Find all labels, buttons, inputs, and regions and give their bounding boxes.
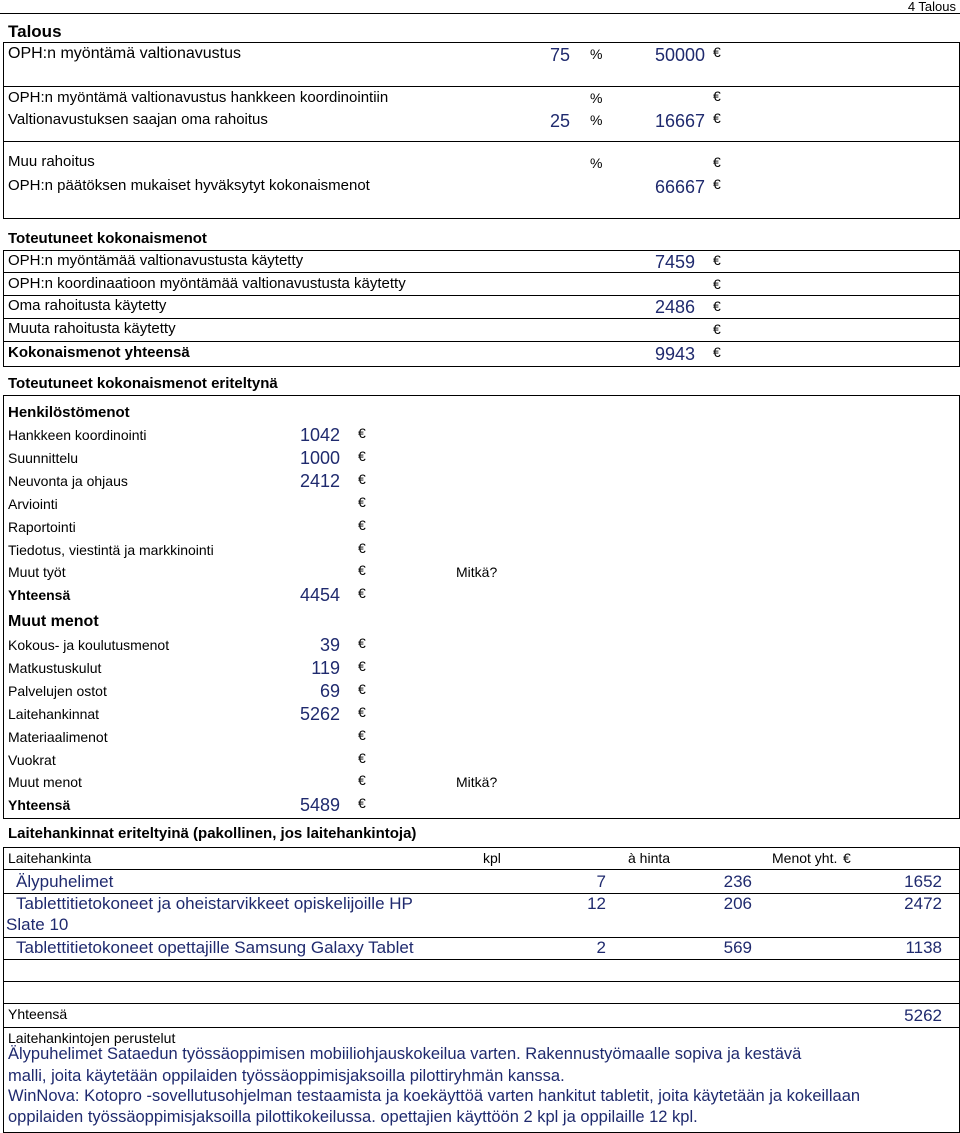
other-row-label: Yhteensä	[8, 797, 71, 814]
funding-amount-1: 50000	[654, 45, 705, 65]
realized-amount-5: 9943	[654, 344, 695, 364]
euro-sign-realized-5: €	[713, 344, 721, 360]
funding-label-5: OPH:n päätöksen mukaiset hyväksytyt kokonaismenot	[8, 177, 370, 194]
realized-title: Toteutuneet kokonaismenot	[8, 230, 207, 247]
euro-sign: €	[358, 657, 366, 674]
euro-sign-funding-3: €	[713, 110, 721, 126]
percent-sign-3: %	[590, 112, 603, 128]
personnel-row-label: Arviointi	[8, 495, 58, 512]
other-row-note: Mitkä?	[456, 774, 498, 791]
rationale-line-1: Älypuhelimet Sataedun työssäoppimisen mobiiliohjauskokeilua varten. Rakennustyömaalle sopiva ja kestävä	[8, 1045, 802, 1063]
other-row-amount: 119	[311, 657, 340, 678]
euro-sign: €	[358, 447, 366, 464]
funding-amount-5: 66667	[654, 177, 705, 197]
itemized-box	[3, 395, 960, 819]
euro-sign-realized-2: €	[713, 276, 721, 292]
equipment-title: Laitehankinnat eriteltyinä (pakollinen, jos laitehankintoja)	[8, 825, 417, 842]
personnel-row-label: Yhteensä	[8, 587, 71, 604]
equipment-item-2-line2: Slate 10	[6, 915, 69, 934]
other-row-label: Matkustuskulut	[8, 659, 102, 676]
euro-sign: €	[358, 749, 366, 766]
personnel-row-label: Suunnittelu	[8, 449, 79, 466]
euro-sign: €	[358, 703, 366, 720]
realized-divider-3	[3, 318, 960, 319]
personnel-row-amount: 4454	[299, 585, 340, 606]
euro-sign: €	[358, 562, 366, 579]
page-label: 4 Talous	[907, 0, 956, 14]
euro-sign: €	[358, 516, 366, 533]
other-row-amount: 39	[319, 635, 340, 655]
euro-sign: €	[358, 470, 366, 487]
equipment-header-total: Menot yht.	[772, 850, 838, 866]
realized-divider-2	[3, 295, 960, 296]
percent-sign-4: %	[590, 155, 603, 171]
equipment-qty-1: 7	[596, 872, 606, 891]
realized-amount-3: 2486	[654, 297, 695, 317]
other-row-label: Vuokrat	[8, 751, 56, 768]
equipment-price-3: 569	[723, 938, 752, 957]
realized-label-5: Kokonaismenot yhteensä	[8, 344, 190, 361]
euro-sign-realized-1: €	[713, 252, 721, 268]
euro-sign: €	[358, 772, 366, 789]
equipment-divider-6	[3, 1027, 960, 1028]
funding-percent-1: 75	[549, 45, 570, 65]
personnel-row-amount: 1000	[299, 447, 340, 468]
personnel-row-label: Muut työt	[8, 564, 66, 581]
personnel-row-amount: 2412	[299, 470, 340, 491]
funding-label-3: Valtionavustuksen saajan oma rahoitus	[8, 111, 268, 128]
personnel-row-amount: 1042	[299, 425, 340, 445]
other-row-label: Muut menot	[8, 774, 82, 791]
euro-sign: €	[358, 493, 366, 510]
equipment-price-1: 236	[723, 872, 752, 891]
other-row-label: Palvelujen ostot	[8, 682, 107, 699]
other-row-label: Kokous- ja koulutusmenot	[8, 637, 170, 653]
personnel-row-label: Hankkeen koordinointi	[8, 427, 147, 443]
euro-sign: €	[358, 539, 366, 556]
funding-label-2: OPH:n myöntämä valtionavustus hankkeen koordinointiin	[8, 89, 389, 106]
euro-sign: €	[358, 795, 366, 812]
equipment-total-label: Yhteensä	[8, 1006, 68, 1022]
header-rule	[0, 13, 960, 14]
personnel-row-label: Raportointi	[8, 518, 76, 535]
euro-sign: €	[358, 680, 366, 697]
personnel-row-note: Mitkä?	[456, 564, 498, 581]
euro-sign-funding-5: €	[713, 176, 721, 192]
euro-sign: €	[358, 425, 366, 441]
percent-sign-2: %	[590, 90, 603, 106]
realized-divider-4	[3, 341, 960, 342]
equipment-header-item: Laitehankinta	[8, 850, 92, 866]
euro-sign-funding-4: €	[713, 154, 721, 170]
equipment-divider-4	[3, 981, 960, 982]
euro-sign-funding-2: €	[713, 88, 721, 104]
personnel-row-label: Neuvonta ja ohjaus	[8, 472, 128, 489]
rationale-line-2: malli, joita käytetään oppilaiden työssäoppimisjaksoilla pilottiryhmän kanssa.	[8, 1067, 565, 1085]
realized-amount-1: 7459	[654, 252, 695, 272]
equipment-item-2-line1: Tablettitietokoneet ja oheistarvikkeet opiskelijoille HP	[16, 894, 413, 913]
realized-label-3: Oma rahoitusta käytetty	[8, 297, 167, 314]
funding-label-1: OPH:n myöntämä valtionavustus	[8, 45, 241, 62]
euro-sign: €	[358, 726, 366, 743]
euro-sign: €	[358, 585, 366, 602]
realized-label-4: Muuta rahoitusta käytetty	[8, 320, 176, 337]
rationale-line-4: oppilaiden työssäoppimisjaksoilla pilottikokeilussa. opettajien käyttöön 2 kpl ja oppilaille 12 kpl.	[8, 1108, 698, 1126]
equipment-divider-3	[3, 959, 960, 960]
euro-sign: €	[358, 635, 366, 651]
equipment-total-3: 1138	[905, 938, 942, 957]
equipment-divider-header	[3, 869, 960, 870]
euro-sign-funding-1: €	[713, 44, 721, 60]
equipment-qty-2: 12	[587, 894, 606, 913]
percent-sign-1: %	[590, 46, 603, 62]
realized-label-1: OPH:n myöntämää valtionavustusta käytetty	[8, 252, 304, 269]
equipment-qty-3: 2	[596, 938, 606, 957]
other-row-amount: 5262	[299, 703, 340, 724]
other-row-amount: 5489	[299, 795, 340, 816]
other-row-label: Materiaalimenot	[8, 728, 108, 745]
funding-divider-1	[3, 86, 960, 87]
rationale-label: Laitehankintojen perustelut	[8, 1030, 176, 1046]
itemized-title: Toteutuneet kokonaismenot eriteltynä	[8, 375, 278, 392]
equipment-total-value: 5262	[904, 1006, 942, 1025]
funding-percent-3: 25	[549, 111, 570, 131]
funding-divider-2	[3, 141, 960, 142]
personnel-row-label: Tiedotus, viestintä ja markkinointi	[8, 541, 214, 558]
equipment-header-price: à hinta	[628, 850, 671, 866]
realized-label-2: OPH:n koordinaatioon myöntämää valtionavustusta käytetty	[8, 275, 406, 292]
rationale-line-3: WinNova: Kotopro -sovellutusohjelman testaamista ja koekäyttöä varten hankitut tabletit, joita käytetään ja kokeillaan	[8, 1087, 861, 1105]
equipment-header-qty: kpl	[483, 850, 501, 866]
euro-sign-equipment-header: €	[843, 850, 851, 866]
euro-sign-realized-3: €	[713, 298, 721, 314]
realized-divider-1	[3, 272, 960, 273]
equipment-divider-5	[3, 1003, 960, 1004]
equipment-total-1: 1652	[904, 872, 942, 891]
equipment-total-2: 2472	[904, 894, 942, 913]
equipment-item-3: Tablettitietokoneet opettajille Samsung Galaxy Tablet	[16, 938, 414, 957]
funding-amount-3: 16667	[654, 111, 705, 131]
other-row-amount: 69	[319, 680, 340, 701]
equipment-price-2: 206	[723, 894, 752, 913]
funding-label-4: Muu rahoitus	[8, 153, 95, 170]
euro-sign-realized-4: €	[713, 321, 721, 337]
equipment-item-1: Älypuhelimet	[16, 872, 114, 891]
section-title: Talous	[8, 22, 62, 41]
other-row-label: Laitehankinnat	[8, 705, 100, 722]
personnel-title: Henkilöstömenot	[8, 404, 130, 421]
other-costs-title: Muut menot	[8, 613, 99, 630]
